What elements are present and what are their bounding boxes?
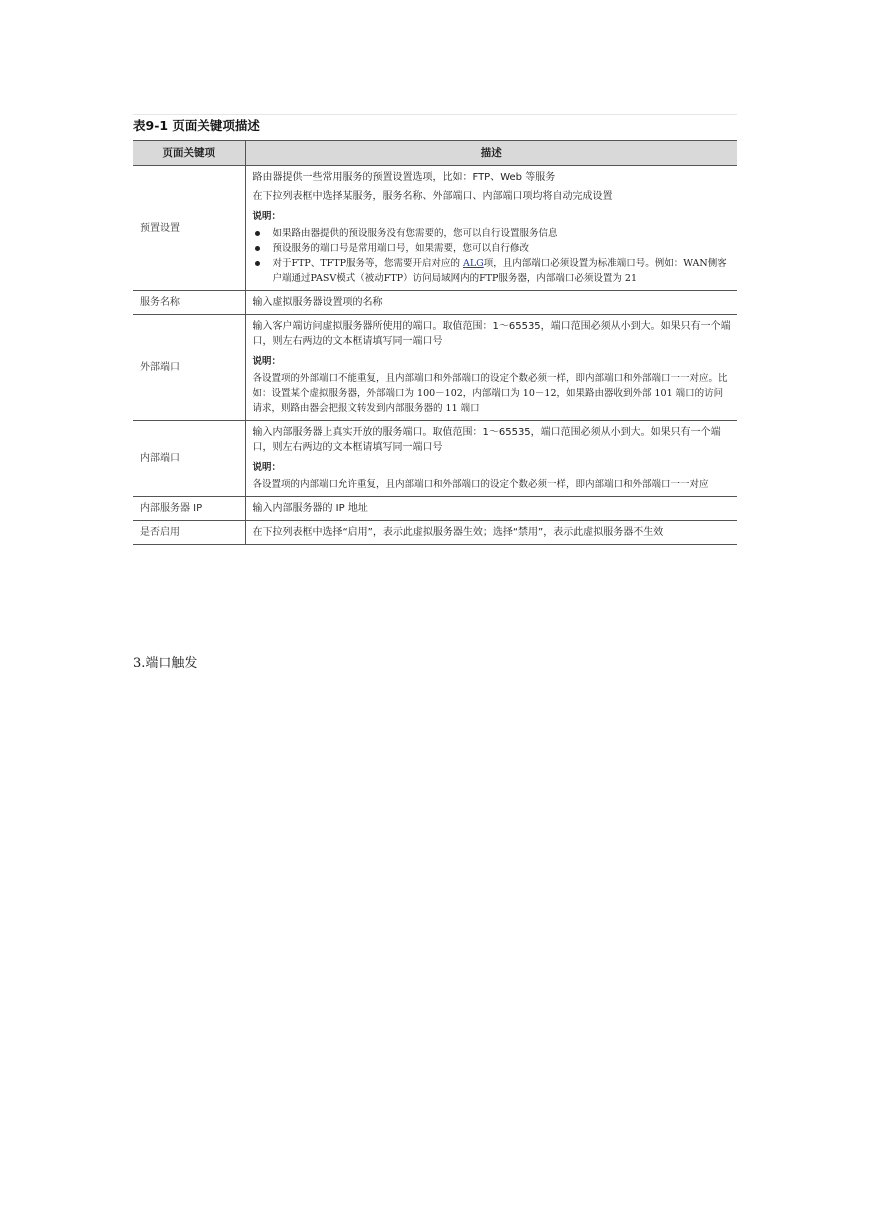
table-row [133, 166, 737, 291]
alg-link[interactable]: ALG [463, 258, 484, 269]
row-desc [245, 166, 737, 291]
desc-line: 输入客户端访问虚拟服务器所使用的端口。取值范围：1～65535，端口范围必须从小到大。如果只有一个端口，则左右两边的文本框请填写同一端口号 [252, 321, 731, 347]
bullet-dot-icon [255, 246, 260, 251]
desc-line: 在下拉列表框中选择“启用”，表示此虚拟服务器生效；选择“禁用”，表示此虚拟服务器不生效 [252, 527, 664, 538]
table-row [133, 421, 737, 497]
desc-line: 输入内部服务器的 IP 地址 [252, 503, 368, 514]
row-key: 外部端口 [133, 315, 245, 421]
note-bullet [253, 226, 732, 241]
document-body [133, 114, 737, 545]
bullet-dot-icon [255, 261, 260, 266]
section-heading: 3.端口触发 [133, 656, 198, 671]
table-header-row [133, 141, 737, 166]
table-row [133, 521, 737, 545]
note-text: 各设置项的内部端口允许重复，且内部端口和外部端口的设定个数必须一样，即内部端口和外部端口一一对应 [252, 479, 709, 490]
key-items-table [133, 140, 737, 545]
row-key: 内部端口 [133, 421, 245, 497]
note-title: 说明： [252, 462, 282, 473]
row-key: 预置设置 [133, 166, 245, 291]
note-title: 说明： [252, 356, 282, 367]
row-key: 是否启用 [133, 521, 245, 545]
note-bullet [253, 241, 732, 256]
row-desc [245, 291, 737, 315]
row-desc [245, 315, 737, 421]
row-key: 服务名称 [133, 291, 245, 315]
row-key: 内部服务器 IP [133, 497, 245, 521]
row-desc [245, 521, 737, 545]
bullet-text: 如果路由器提供的预设服务没有您需要的，您可以自行设置服务信息 [272, 228, 558, 239]
header-key: 页面关键项 [133, 141, 245, 166]
desc-line: 输入内部服务器上真实开放的服务端口。取值范围：1～65535，端口范围必须从小到大。如果只有一个端口，则左右两边的文本框请填写同一端口号 [252, 427, 721, 453]
bullet-text-post: 项，且内部端口必须设置为标准端口号。例如：WAN侧客户端通过PASV模式（被动FTP）访问局域网内的FTP服务器，内部端口必须设置为 21 [272, 258, 727, 284]
note-list [253, 226, 732, 286]
note-text: 各设置项的外部端口不能重复，且内部端口和外部端口的设定个数必须一样，即内部端口和外部端口一一对应。比如：设置某个虚拟服务器，外部端口为 100－102，内部端口为 10－12，如果路由器收到外部 101 端口的访问请求，则路由器会把报文转发到内部服务器的 11 端口 [252, 373, 728, 414]
table-row [133, 497, 737, 521]
bullet-dot-icon [255, 231, 260, 236]
table-row [133, 291, 737, 315]
header-desc: 描述 [245, 141, 737, 166]
table-row [133, 315, 737, 421]
desc-line: 在下拉列表框中选择某服务，服务名称、外部端口、内部端口项均将自动完成设置 [252, 191, 613, 202]
bullet-text-pre: 对于FTP、TFTP服务等，您需要开启对应的 [272, 258, 463, 269]
bullet-text: 预设服务的端口号是常用端口号，如果需要，您可以自行修改 [272, 243, 530, 254]
row-desc [245, 497, 737, 521]
note-title: 说明： [252, 211, 282, 222]
note-bullet [253, 256, 732, 286]
desc-line: 路由器提供一些常用服务的预置设置选项，比如：FTP、Web 等服务 [252, 172, 556, 183]
desc-line: 输入虚拟服务器设置项的名称 [252, 297, 383, 308]
table-caption: 表9-1 页面关键项描述 [133, 114, 737, 140]
row-desc [245, 421, 737, 497]
